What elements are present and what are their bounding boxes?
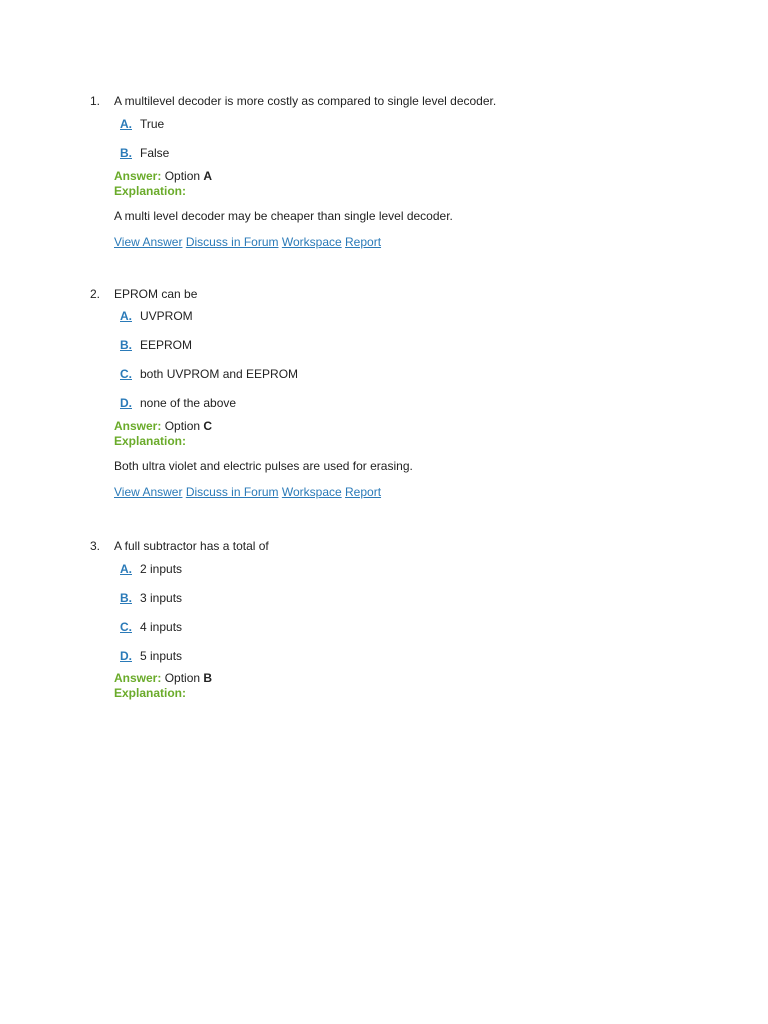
options-list <box>120 561 728 664</box>
report-link[interactable]: Report <box>345 235 382 249</box>
option-b <box>120 145 728 161</box>
option-b-link[interactable]: B. <box>120 591 132 605</box>
explanation-text: A multi level decoder may be cheaper than single level decoder. <box>114 209 453 223</box>
option-d-link[interactable]: D. <box>120 649 132 663</box>
question-text: EPROM can be <box>114 287 198 301</box>
workspace-link[interactable]: Workspace <box>281 485 342 499</box>
question-number: 1. <box>90 94 101 108</box>
report-link[interactable]: Report <box>345 485 382 499</box>
option-c <box>120 366 728 382</box>
explanation-label: Explanation: <box>114 434 187 448</box>
option-text: True <box>140 117 165 131</box>
option-d <box>120 395 728 411</box>
question-number: 3. <box>90 539 101 553</box>
answer-value: B <box>203 671 213 685</box>
answer-label: Answer: <box>114 169 162 183</box>
option-c-link[interactable]: C. <box>120 367 132 381</box>
question-links <box>114 234 728 250</box>
option-b <box>120 590 728 606</box>
option-text: EEPROM <box>140 338 193 352</box>
option-text: 3 inputs <box>140 591 183 605</box>
explanation-label: Explanation: <box>114 686 187 700</box>
answer-line <box>114 670 728 686</box>
option-text: both UVPROM and EEPROM <box>140 367 299 381</box>
answer-label: Answer: <box>114 671 162 685</box>
answer-line <box>114 418 728 434</box>
answer-label: Answer: <box>114 419 162 433</box>
explanation-label: Explanation: <box>114 184 187 198</box>
option-a <box>120 561 728 577</box>
explanation-text: Both ultra violet and electric pulses are used for erasing. <box>114 459 413 473</box>
option-c <box>120 619 728 635</box>
option-d <box>120 648 728 664</box>
question-number: 2. <box>90 287 101 301</box>
option-c-link[interactable]: C. <box>120 620 132 634</box>
answer-prefix: Option <box>164 671 201 685</box>
answer-line <box>114 168 728 184</box>
question-2-line <box>88 286 728 302</box>
discuss-in-forum-link[interactable]: Discuss in Forum <box>185 235 279 249</box>
question-3 <box>88 538 728 702</box>
question-links <box>114 484 728 500</box>
option-text: 4 inputs <box>140 620 183 634</box>
workspace-link[interactable]: Workspace <box>281 235 342 249</box>
answer-prefix: Option <box>164 419 201 433</box>
answer-prefix: Option <box>164 169 201 183</box>
option-b-link[interactable]: B. <box>120 338 132 352</box>
option-a <box>120 116 728 132</box>
answer-value: C <box>203 419 213 433</box>
option-text: UVPROM <box>140 309 193 323</box>
option-a-link[interactable]: A. <box>120 562 132 576</box>
question-1 <box>88 93 728 250</box>
question-2 <box>88 286 728 500</box>
view-answer-link[interactable]: View Answer <box>114 235 183 249</box>
option-text: 2 inputs <box>140 562 183 576</box>
option-text: none of the above <box>140 396 237 410</box>
question-text: A multilevel decoder is more costly as compared to single level decoder. <box>114 94 497 108</box>
option-a-link[interactable]: A. <box>120 117 132 131</box>
option-b-link[interactable]: B. <box>120 146 132 160</box>
option-a <box>120 308 728 324</box>
answer-value: A <box>203 169 213 183</box>
discuss-in-forum-link[interactable]: Discuss in Forum <box>185 485 279 499</box>
question-3-line <box>88 538 728 554</box>
view-answer-link[interactable]: View Answer <box>114 485 183 499</box>
option-text: 5 inputs <box>140 649 183 663</box>
options-list <box>120 116 728 161</box>
option-d-link[interactable]: D. <box>120 396 132 410</box>
options-list <box>120 308 728 411</box>
question-text: A full subtractor has a total of <box>114 539 269 553</box>
option-b <box>120 337 728 353</box>
option-a-link[interactable]: A. <box>120 309 132 323</box>
option-text: False <box>140 146 170 160</box>
question-1-line <box>88 93 728 109</box>
